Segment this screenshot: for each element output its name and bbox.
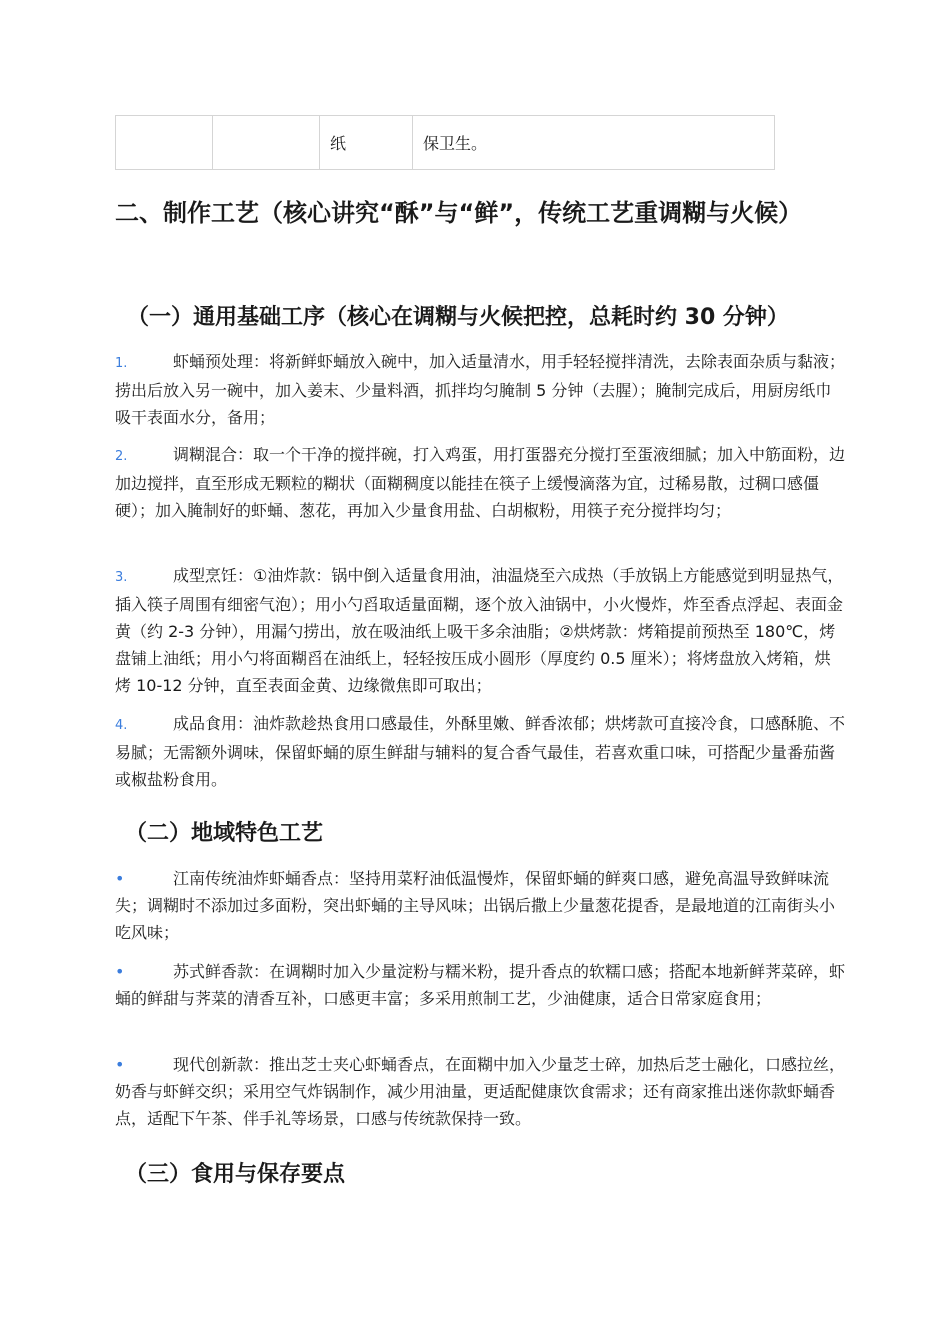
- list-item: [115, 348, 845, 431]
- list-number: 1.: [115, 356, 128, 371]
- table-cell: 保卫生。: [413, 116, 775, 170]
- list-item-text: 现代创新款：推出芝士夹心虾蛹香点，在面糊中加入少量芝士碎，加热后芝士融化，口感拉丝，奶香与虾鲜交织；采用空气炸锅制作，减少用油量，更适配健康饮食需求；还有商家推出迷你款虾蛹香点，适配下午茶、伴手礼等场景，口感与传统款保持一致。: [115, 1055, 846, 1128]
- list-number: 4.: [115, 718, 128, 733]
- table-cell: [213, 116, 320, 170]
- list-item-text: 苏式鲜香款：在调糊时加入少量淀粉与糯米粉，提升香点的软糯口感；搭配本地新鲜荠菜碎，虾蛹的鲜甜与荠菜的清香互补，口感更丰富；多采用煎制工艺，少油健康，适合日常家庭食用；: [115, 962, 846, 1008]
- bullet-icon: •: [115, 962, 125, 981]
- section-heading: 二、制作工艺（核心讲究“酥”与“鲜”，传统工艺重调糊与火候）: [115, 199, 803, 227]
- subsection-heading-regional: （二）地域特色工艺: [125, 821, 324, 846]
- list-number: 2.: [115, 449, 128, 464]
- list-item-text: 成品食用：油炸款趁热食用口感最佳，外酥里嫩、鲜香浓郁；烘烤款可直接冷食，口感酥脆、不易腻；无需额外调味，保留虾蛹的原生鲜甜与辅料的复合香气最佳，若喜欢重口味，可搭配少量番茄酱或椒盐粉食用。: [115, 714, 846, 789]
- continuation-table: [115, 115, 775, 170]
- list-item: [115, 1051, 845, 1132]
- list-item: [115, 710, 845, 793]
- list-item-text: 江南传统油炸虾蛹香点：坚持用菜籽油低温慢炸，保留虾蛹的鲜爽口感，避免高温导致鲜味流失；调糊时不添加过多面粉，突出虾蛹的主导风味；出锅后撒上少量葱花提香，是最地道的江南街头小吃风味；: [115, 869, 836, 942]
- list-item: [115, 865, 845, 946]
- subsection-heading-general: （一）通用基础工序（核心在调糊与火候把控，总耗时约 30 分钟）: [127, 305, 789, 330]
- subsection-heading-storage: （三）食用与保存要点: [125, 1162, 346, 1187]
- list-item-text: 调糊混合：取一个干净的搅拌碗，打入鸡蛋，用打蛋器充分搅打至蛋液细腻；加入中筋面粉，边加边搅拌，直至形成无颗粒的糊状（面糊稠度以能挂在筷子上缓慢滴落为宜，过稀易散，过稠口感僵硬）；加入腌制好的虾蛹、葱花，再加入少量食用盐、白胡椒粉，用筷子充分搅拌均匀；: [115, 445, 846, 520]
- list-item: [115, 441, 845, 524]
- table-row: [116, 116, 775, 170]
- bullet-icon: •: [115, 1055, 125, 1074]
- list-item: [115, 958, 845, 1012]
- bullet-icon: •: [115, 869, 125, 888]
- list-item: [115, 562, 845, 699]
- table-cell: [116, 116, 213, 170]
- list-number: 3.: [115, 570, 128, 585]
- list-item-text: 成型烹饪：①油炸款：锅中倒入适量食用油，油温烧至六成热（手放锅上方能感觉到明显热气，插入筷子周围有细密气泡）；用小勺舀取适量面糊，逐个放入油锅中，小火慢炸，炸至香点浮起、表面金黄（约 2-3 分钟），用漏勺捞出，放在吸油纸上吸干多余油脂；②烘烤款：烤箱提前预热至 180℃，烤盘铺上油纸；用小勺将面糊舀在油纸上，轻轻按压成小圆形（厚度约 0.5 厘米）；将烤盘放入烤箱，烘烤 10-12 分钟，直至表面金黄、边缘微焦即可取出；: [115, 566, 844, 695]
- list-item-text: 虾蛹预处理：将新鲜虾蛹放入碗中，加入适量清水，用手轻轻搅拌清洗，去除表面杂质与黏液；捞出后放入另一碗中，加入姜末、少量料酒，抓拌均匀腌制 5 分钟（去腥）；腌制完成后，用厨房纸巾吸干表面水分，备用；: [115, 352, 846, 427]
- table-cell: 纸: [320, 116, 413, 170]
